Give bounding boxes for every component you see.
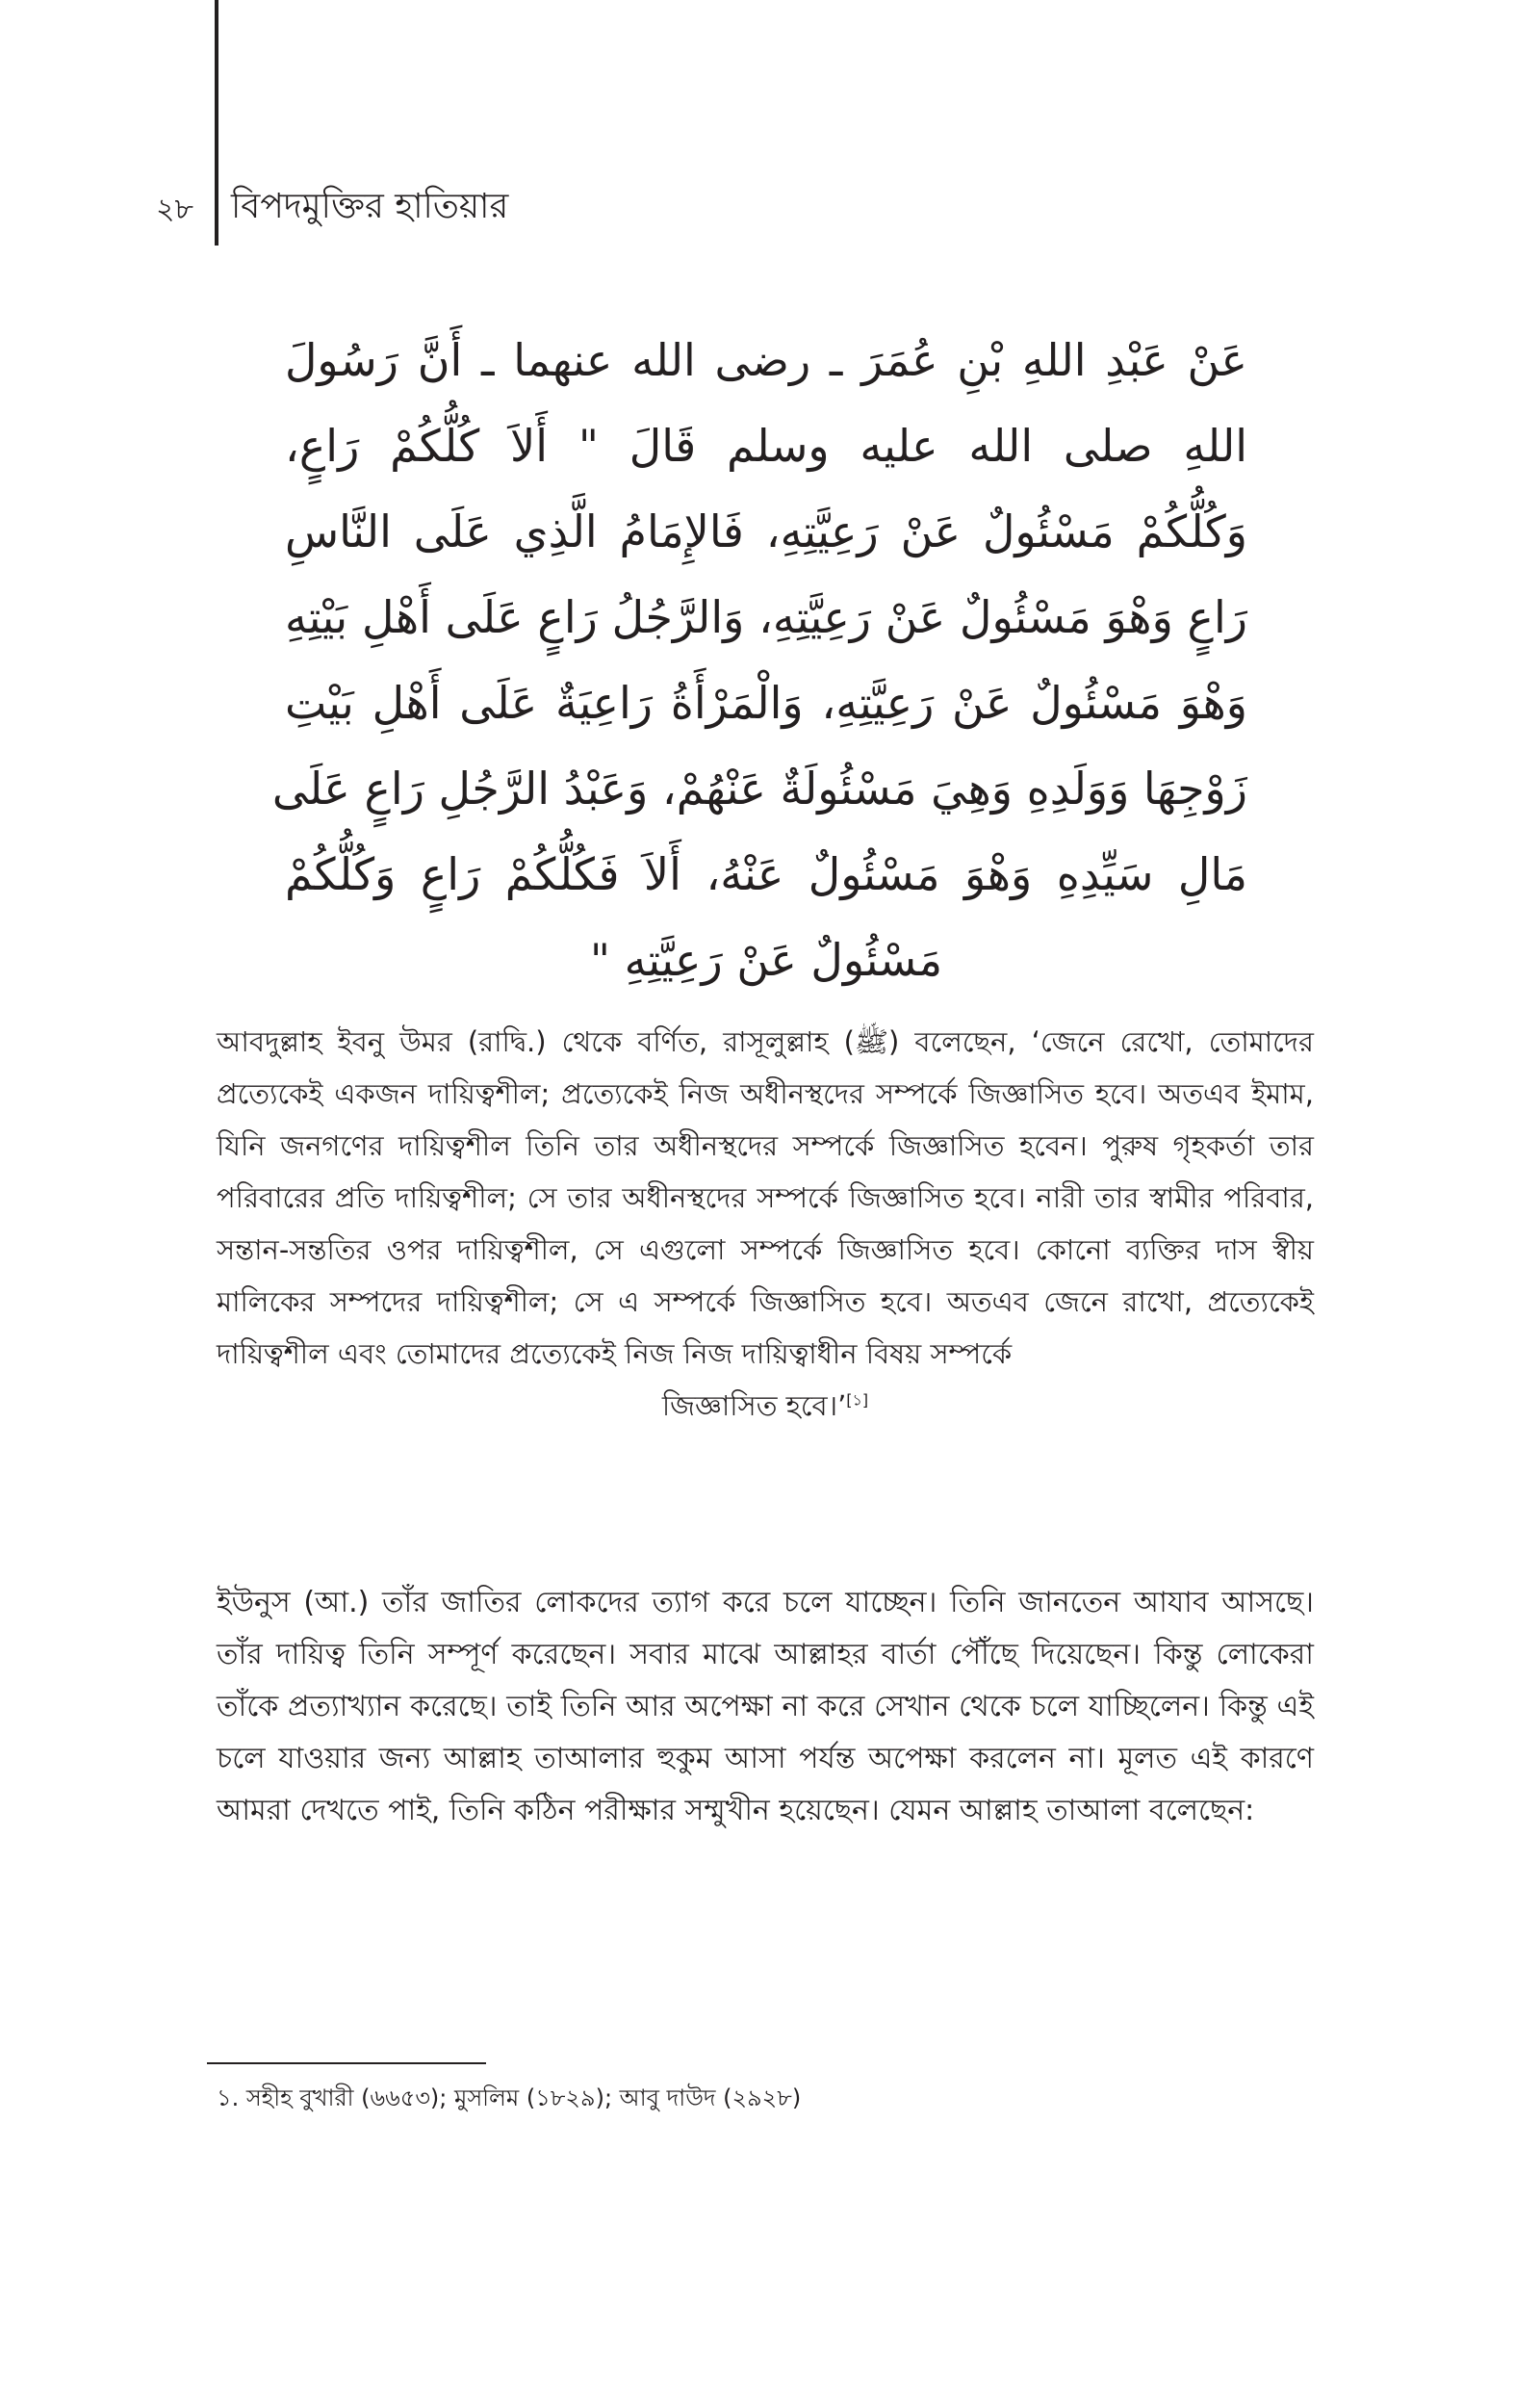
- arabic-hadith-line: زَوْجِهَا وَوَلَدِهِ وَهِيَ مَسْئُولَةٌ عَنْهُمْ، وَعَبْدُ الرَّجُلِ رَاعٍ عَلَى: [271, 763, 1247, 815]
- header-vertical-rule: [215, 0, 218, 246]
- footnote-divider: [207, 2062, 486, 2064]
- arabic-hadith-line: وَهْوَ مَسْئُولٌ عَنْ رَعِيَّتِهِ، وَالْمَرْأَةُ رَاعِيَةٌ عَلَى أَهْلِ بَيْتِ: [285, 677, 1247, 729]
- arabic-hadith-line: اللهِ صلى الله عليه وسلم قَالَ " أَلاَ كُلُّكُمْ رَاعٍ،: [285, 420, 1247, 472]
- translation-body: আবদুল্লাহ ইবনু উমর (রাদ্বি.) থেকে বর্ণিত, রাসূলুল্লাহ (ﷺ) বলেছেন, ‘জেনে রেখো, তোমাদের প্রত্যেকেই একজন দায়িত্বশীল; প্রত্যেকেই নিজ অধীনস্থদের সম্পর্কে জিজ্ঞাসিত হবে। অতএব ইমাম, যিনি জনগণের দায়িত্বশীল তিনি তার অধীনস্থদের সম্পর্কে জিজ্ঞাসিত হবেন। পুরুষ গৃহকর্তা তার পরিবারের প্রতি দায়িত্বশীল; সে তার অধীনস্থদের সম্পর্কে জিজ্ঞাসিত হবে। নারী তার স্বামীর পরিবার, সন্তান-সন্ততির ওপর দায়িত্বশীল, সে এগুলো সম্পর্কে জিজ্ঞাসিত হবে। কোনো ব্যক্তির দাস স্বীয় মালিকের সম্পদের দায়িত্বশীল; সে এ সম্পর্কে জিজ্ঞাসিত হবে। অতএব জেনে রাখো, প্রত্যেকেই দায়িত্বশীল এবং তোমাদের প্রত্যেকেই নিজ নিজ দায়িত্বাধীন বিষয় সম্পর্কে: [217, 1025, 1314, 1370]
- arabic-hadith-block: [271, 318, 1247, 1003]
- arabic-hadith-line: عَنْ عَبْدِ اللهِ بْنِ عُمَرَ ـ رضى الله عنهما ـ أَنَّ رَسُولَ: [285, 334, 1247, 386]
- translation-closing: জিজ্ঞাসিত হবে।’: [661, 1389, 847, 1422]
- book-title: বিপদমুক্তির হাতিয়ার: [231, 187, 509, 226]
- arabic-hadith-line: مَالِ سَيِّدِهِ وَهْوَ مَسْئُولٌ عَنْهُ، أَلاَ فَكُلُّكُمْ رَاعٍ وَكُلُّكُمْ: [285, 848, 1247, 900]
- arabic-hadith-line: وَكُلُّكُمْ مَسْئُولٌ عَنْ رَعِيَّتِهِ، فَالإِمَامُ الَّذِي عَلَى النَّاسِ: [285, 505, 1247, 557]
- footnote: ১. সহীহ বুখারী (৬৬৫৩); মুসলিম (১৮২৯); আবু দাউদ (২৯২৮): [217, 2084, 802, 2111]
- narrative-paragraph: ইউনুস (আ.) তাঁর জাতির লোকদের ত্যাগ করে চলে যাচ্ছেন। তিনি জানতেন আযাব আসছে। তাঁর দায়িত্ব তিনি সম্পূর্ণ করেছেন। সবার মাঝে আল্লাহর বার্তা পৌঁছে দিয়েছেন। কিন্তু লোকেরা তাঁকে প্রত্যাখ্যান করেছে। তাই তিনি আর অপেক্ষা না করে সেখান থেকে চলে যাচ্ছিলেন। কিন্তু এই চলে যাওয়ার জন্য আল্লাহ তাআলার হুকুম আসা পর্যন্ত অপেক্ষা করলেন না। মূলত এই কারণে আমরা দেখতে পাই, তিনি কঠিন পরীক্ষার সম্মুখীন হয়েছেন। যেমন আল্লাহ তাআলা বলেছেন:: [217, 1586, 1314, 1827]
- translation-closing-line: [217, 1380, 1314, 1432]
- arabic-hadith-line: رَاعٍ وَهْوَ مَسْئُولٌ عَنْ رَعِيَّتِهِ، وَالرَّجُلُ رَاعٍ عَلَى أَهْلِ بَيْتِهِ: [285, 591, 1247, 643]
- hadith-translation: [217, 1016, 1314, 1432]
- page-number: ২৮: [156, 193, 193, 226]
- footnote-reference-mark: [১]: [846, 1390, 869, 1410]
- arabic-hadith-line: مَسْئُولٌ عَنْ رَعِيَّتِهِ ": [589, 934, 943, 986]
